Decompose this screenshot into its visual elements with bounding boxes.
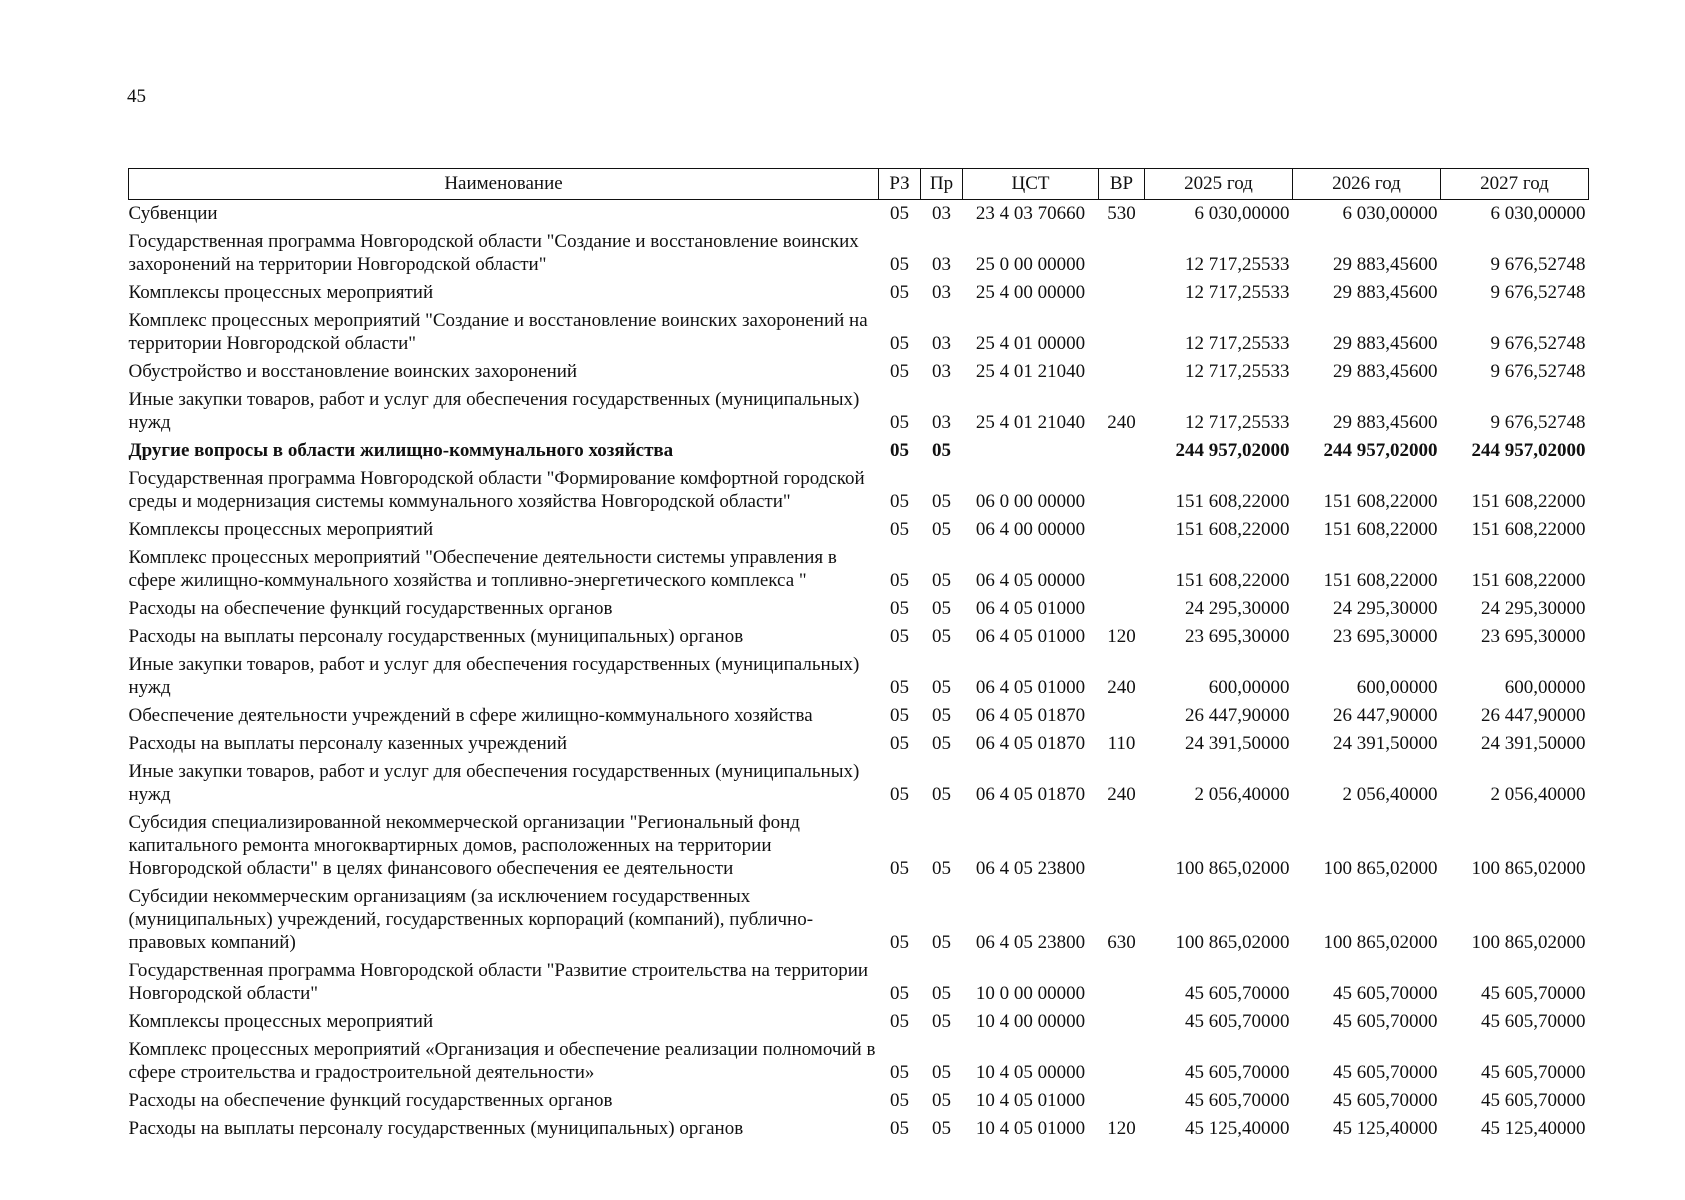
cell-2025: 12 717,25533 [1185, 333, 1290, 354]
cell-2025: 24 295,30000 [1185, 598, 1290, 619]
cell-pr: 05 [932, 440, 951, 461]
cell-2026: 100 865,02000 [1323, 858, 1438, 879]
cell-cst: 25 4 01 21040 [975, 361, 1086, 382]
cell-rz: 05 [890, 440, 909, 461]
cell-cst: 06 4 05 01870 [975, 733, 1086, 754]
cell-vr [1099, 1036, 1145, 1087]
cell-cst: 06 4 05 01000 [975, 677, 1086, 698]
cell-pr: 05 [932, 1118, 951, 1139]
cell-vr [1099, 809, 1145, 883]
table-row [129, 651, 1589, 702]
table-row [129, 1008, 1589, 1036]
cell-2026: 24 391,50000 [1333, 733, 1438, 754]
cell-vr [1099, 307, 1145, 358]
cell-rz: 05 [890, 519, 909, 540]
cell-2025: 151 608,22000 [1175, 519, 1290, 540]
cell-2027: 2 056,40000 [1490, 784, 1586, 805]
cell-name: Государственная программа Новгородской области "Формирование комфортной городской среды и модернизация системы коммунального хозяйства Новгородской области" [128, 468, 865, 512]
cell-rz: 05 [890, 254, 909, 275]
cell-name: Субвенции [128, 203, 218, 224]
cell-vr [1099, 1087, 1145, 1115]
cell-vr [1099, 516, 1145, 544]
cell-2026: 600,00000 [1356, 677, 1438, 698]
cell-name: Обустройство и восстановление воинских захоронений [128, 361, 578, 382]
cell-name: Расходы на выплаты персоналу государственных (муниципальных) органов [128, 1118, 744, 1139]
cell-2027: 45 125,40000 [1481, 1118, 1586, 1139]
cell-2025: 600,00000 [1208, 677, 1290, 698]
table-row [129, 957, 1589, 1008]
cell-2025: 2 056,40000 [1194, 784, 1290, 805]
cell-name: Иные закупки товаров, работ и услуг для обеспечения государственных (муниципальных) нужд [128, 654, 860, 698]
cell-cst: 23 4 03 70660 [975, 203, 1086, 224]
cell-vr: 120 [1107, 1118, 1136, 1139]
cell-vr [1099, 1008, 1145, 1036]
cell-pr: 03 [932, 282, 951, 303]
cell-2026: 100 865,02000 [1323, 932, 1438, 953]
cell-pr: 05 [932, 983, 951, 1004]
cell-vr: 530 [1107, 203, 1136, 224]
cell-2026: 151 608,22000 [1323, 519, 1438, 540]
table-row [129, 1087, 1589, 1115]
cell-2026: 29 883,45600 [1333, 254, 1438, 275]
cell-2027: 151 608,22000 [1471, 570, 1586, 591]
cell-cst [963, 437, 1099, 465]
cell-rz: 05 [890, 932, 909, 953]
cell-name: Субсидии некоммерческим организациям (за исключением государственных (муниципальных) учреждений, государственных корпораций (компаний), публично-правовых компаний) [128, 886, 814, 953]
cell-name: Расходы на обеспечение функций государственных органов [128, 598, 613, 619]
cell-rz: 05 [890, 570, 909, 591]
cell-rz: 05 [890, 1090, 909, 1111]
cell-name: Обеспечение деятельности учреждений в сфере жилищно-коммунального хозяйства [128, 705, 813, 726]
cell-cst: 06 0 00 00000 [975, 491, 1086, 512]
cell-2026: 6 030,00000 [1342, 203, 1438, 224]
cell-2026: 24 295,30000 [1333, 598, 1438, 619]
cell-2026: 45 605,70000 [1333, 1062, 1438, 1083]
cell-name: Комплекс процессных мероприятий «Организация и обеспечение реализации полномочий в сфере строительства и градостроительной деятельности» [128, 1039, 876, 1083]
table-row [129, 228, 1589, 279]
table-row [129, 809, 1589, 883]
header-2026: 2026 год [1293, 169, 1441, 200]
table-row [129, 437, 1589, 465]
cell-rz: 05 [890, 983, 909, 1004]
cell-2025: 45 125,40000 [1185, 1118, 1290, 1139]
table-body [129, 200, 1589, 1144]
cell-rz: 05 [890, 733, 909, 754]
cell-2027: 151 608,22000 [1471, 519, 1586, 540]
cell-vr [1099, 544, 1145, 595]
cell-vr: 240 [1107, 412, 1136, 433]
cell-2026: 23 695,30000 [1333, 626, 1438, 647]
table-header-row [129, 169, 1589, 200]
cell-cst: 25 0 00 00000 [975, 254, 1086, 275]
cell-rz: 05 [890, 784, 909, 805]
cell-vr [1099, 465, 1145, 516]
cell-2027: 9 676,52748 [1490, 361, 1586, 382]
cell-vr [1099, 437, 1145, 465]
cell-rz: 05 [890, 203, 909, 224]
cell-vr: 120 [1107, 626, 1136, 647]
cell-pr: 05 [932, 858, 951, 879]
table-row [129, 623, 1589, 651]
table-row [129, 1036, 1589, 1087]
cell-2025: 6 030,00000 [1194, 203, 1290, 224]
cell-pr: 05 [932, 570, 951, 591]
cell-2027: 9 676,52748 [1490, 333, 1586, 354]
cell-rz: 05 [890, 677, 909, 698]
cell-pr: 05 [932, 491, 951, 512]
cell-name: Государственная программа Новгородской области "Развитие строительства на территории Новгородской области" [128, 960, 869, 1004]
cell-rz: 05 [890, 491, 909, 512]
cell-2026: 2 056,40000 [1342, 784, 1438, 805]
cell-vr: 110 [1107, 733, 1136, 754]
cell-2027: 151 608,22000 [1471, 491, 1586, 512]
cell-2026: 29 883,45600 [1333, 333, 1438, 354]
cell-2026: 26 447,90000 [1333, 705, 1438, 726]
cell-cst: 10 4 05 00000 [975, 1062, 1086, 1083]
cell-vr [1099, 957, 1145, 1008]
cell-2027: 600,00000 [1504, 677, 1586, 698]
cell-2027: 9 676,52748 [1490, 412, 1586, 433]
cell-2025: 151 608,22000 [1175, 491, 1290, 512]
cell-cst: 10 4 05 01000 [975, 1090, 1086, 1111]
cell-vr [1099, 279, 1145, 307]
cell-cst: 06 4 05 23800 [975, 858, 1086, 879]
cell-2026: 29 883,45600 [1333, 412, 1438, 433]
cell-pr: 05 [932, 705, 951, 726]
cell-pr: 05 [932, 677, 951, 698]
cell-2025: 12 717,25533 [1185, 282, 1290, 303]
cell-2025: 12 717,25533 [1185, 254, 1290, 275]
cell-2027: 23 695,30000 [1481, 626, 1586, 647]
cell-vr: 240 [1107, 677, 1136, 698]
cell-2025: 100 865,02000 [1175, 932, 1290, 953]
cell-2027: 244 957,02000 [1471, 440, 1586, 461]
cell-cst: 10 4 00 00000 [975, 1011, 1086, 1032]
cell-rz: 05 [890, 1011, 909, 1032]
cell-2026: 244 957,02000 [1323, 440, 1438, 461]
cell-2025: 45 605,70000 [1185, 1011, 1290, 1032]
cell-2025: 12 717,25533 [1185, 412, 1290, 433]
cell-name: Комплексы процессных мероприятий [128, 1011, 434, 1032]
budget-table [128, 168, 1589, 1143]
cell-cst: 06 4 05 01000 [975, 626, 1086, 647]
cell-name: Другие вопросы в области жилищно-коммунального хозяйства [128, 440, 674, 461]
cell-2025: 45 605,70000 [1185, 1062, 1290, 1083]
cell-2027: 24 391,50000 [1481, 733, 1586, 754]
cell-2025: 45 605,70000 [1185, 1090, 1290, 1111]
cell-name: Комплексы процессных мероприятий [128, 519, 434, 540]
cell-name: Комплекс процессных мероприятий "Создание и восстановление воинских захоронений на территории Новгородской области" [128, 310, 868, 354]
page-number: 45 [127, 86, 146, 107]
header-cst: ЦСТ [963, 169, 1099, 200]
cell-2027: 100 865,02000 [1471, 858, 1586, 879]
cell-name: Комплексы процессных мероприятий [128, 282, 434, 303]
cell-pr: 05 [932, 1011, 951, 1032]
cell-pr: 05 [932, 598, 951, 619]
table-row [129, 883, 1589, 957]
cell-2025: 23 695,30000 [1185, 626, 1290, 647]
cell-2026: 45 125,40000 [1333, 1118, 1438, 1139]
cell-2027: 45 605,70000 [1481, 1062, 1586, 1083]
cell-name: Комплекс процессных мероприятий "Обеспечение деятельности системы управления в сфере жилищно-коммунального хозяйства и топливно-энергетического комплекса " [128, 547, 837, 591]
cell-pr: 03 [932, 333, 951, 354]
header-rz: РЗ [879, 169, 921, 200]
cell-rz: 05 [890, 705, 909, 726]
cell-rz: 05 [890, 282, 909, 303]
table-row [129, 386, 1589, 437]
cell-2025: 12 717,25533 [1185, 361, 1290, 382]
cell-2027: 26 447,90000 [1481, 705, 1586, 726]
cell-pr: 05 [932, 519, 951, 540]
cell-vr [1099, 358, 1145, 386]
cell-2025: 244 957,02000 [1175, 440, 1290, 461]
table-row [129, 702, 1589, 730]
cell-cst: 10 4 05 01000 [975, 1118, 1086, 1139]
cell-rz: 05 [890, 598, 909, 619]
cell-pr: 05 [932, 733, 951, 754]
cell-vr [1099, 702, 1145, 730]
cell-pr: 05 [932, 784, 951, 805]
cell-pr: 03 [932, 361, 951, 382]
cell-pr: 03 [932, 203, 951, 224]
cell-2027: 45 605,70000 [1481, 1011, 1586, 1032]
header-pr: Пр [921, 169, 963, 200]
table-row [129, 758, 1589, 809]
cell-2026: 45 605,70000 [1333, 983, 1438, 1004]
cell-2027: 9 676,52748 [1490, 254, 1586, 275]
cell-vr [1099, 228, 1145, 279]
cell-name: Государственная программа Новгородской области "Создание и восстановление воинских захоронений на территории Новгородской области" [128, 231, 859, 275]
header-2027: 2027 год [1441, 169, 1589, 200]
cell-2025: 151 608,22000 [1175, 570, 1290, 591]
header-vr: ВР [1099, 169, 1145, 200]
cell-rz: 05 [890, 412, 909, 433]
table-row [129, 730, 1589, 758]
table-row [129, 516, 1589, 544]
cell-2026: 45 605,70000 [1333, 1011, 1438, 1032]
table-row [129, 358, 1589, 386]
cell-name: Субсидия специализированной некоммерческой организации "Региональный фонд капитального ремонта многоквартирных домов, расположенных на территории Новгородской области" в целях финансового обеспечения ее деятельности [128, 812, 800, 879]
cell-pr: 05 [932, 1062, 951, 1083]
cell-cst: 25 4 01 00000 [975, 333, 1086, 354]
cell-2027: 45 605,70000 [1481, 983, 1586, 1004]
cell-2026: 45 605,70000 [1333, 1090, 1438, 1111]
cell-rz: 05 [890, 1118, 909, 1139]
table-row [129, 465, 1589, 516]
table-row [129, 279, 1589, 307]
table-row [129, 200, 1589, 229]
cell-pr: 05 [932, 1090, 951, 1111]
cell-cst: 06 4 05 01870 [975, 784, 1086, 805]
cell-name: Расходы на обеспечение функций государственных органов [128, 1090, 613, 1111]
cell-2026: 29 883,45600 [1333, 361, 1438, 382]
header-2025: 2025 год [1145, 169, 1293, 200]
cell-vr: 240 [1107, 784, 1136, 805]
cell-pr: 05 [932, 626, 951, 647]
cell-2027: 9 676,52748 [1490, 282, 1586, 303]
cell-2026: 151 608,22000 [1323, 570, 1438, 591]
cell-2027: 24 295,30000 [1481, 598, 1586, 619]
cell-cst: 06 4 05 00000 [975, 570, 1086, 591]
cell-rz: 05 [890, 858, 909, 879]
header-name: Наименование [129, 169, 879, 200]
cell-2025: 100 865,02000 [1175, 858, 1290, 879]
table-row [129, 307, 1589, 358]
cell-name: Расходы на выплаты персоналу государственных (муниципальных) органов [128, 626, 744, 647]
table-row [129, 544, 1589, 595]
cell-name: Иные закупки товаров, работ и услуг для обеспечения государственных (муниципальных) нужд [128, 761, 860, 805]
cell-2025: 24 391,50000 [1185, 733, 1290, 754]
table-row [129, 595, 1589, 623]
cell-rz: 05 [890, 1062, 909, 1083]
cell-name: Иные закупки товаров, работ и услуг для обеспечения государственных (муниципальных) нужд [128, 389, 860, 433]
cell-name: Расходы на выплаты персоналу казенных учреждений [128, 733, 568, 754]
cell-cst: 06 4 00 00000 [975, 519, 1086, 540]
cell-cst: 25 4 00 00000 [975, 282, 1086, 303]
cell-cst: 06 4 05 01000 [975, 598, 1086, 619]
cell-2025: 45 605,70000 [1185, 983, 1290, 1004]
cell-vr [1099, 595, 1145, 623]
cell-2027: 6 030,00000 [1490, 203, 1586, 224]
cell-2026: 151 608,22000 [1323, 491, 1438, 512]
cell-cst: 06 4 05 23800 [975, 932, 1086, 953]
cell-cst: 25 4 01 21040 [975, 412, 1086, 433]
cell-cst: 10 0 00 00000 [975, 983, 1086, 1004]
cell-pr: 03 [932, 254, 951, 275]
cell-rz: 05 [890, 361, 909, 382]
cell-cst: 06 4 05 01870 [975, 705, 1086, 726]
cell-2027: 100 865,02000 [1471, 932, 1586, 953]
cell-2026: 29 883,45600 [1333, 282, 1438, 303]
cell-rz: 05 [890, 333, 909, 354]
cell-rz: 05 [890, 626, 909, 647]
cell-pr: 03 [932, 412, 951, 433]
cell-pr: 05 [932, 932, 951, 953]
cell-2025: 26 447,90000 [1185, 705, 1290, 726]
table-row [129, 1115, 1589, 1143]
cell-vr: 630 [1107, 932, 1136, 953]
cell-2027: 45 605,70000 [1481, 1090, 1586, 1111]
